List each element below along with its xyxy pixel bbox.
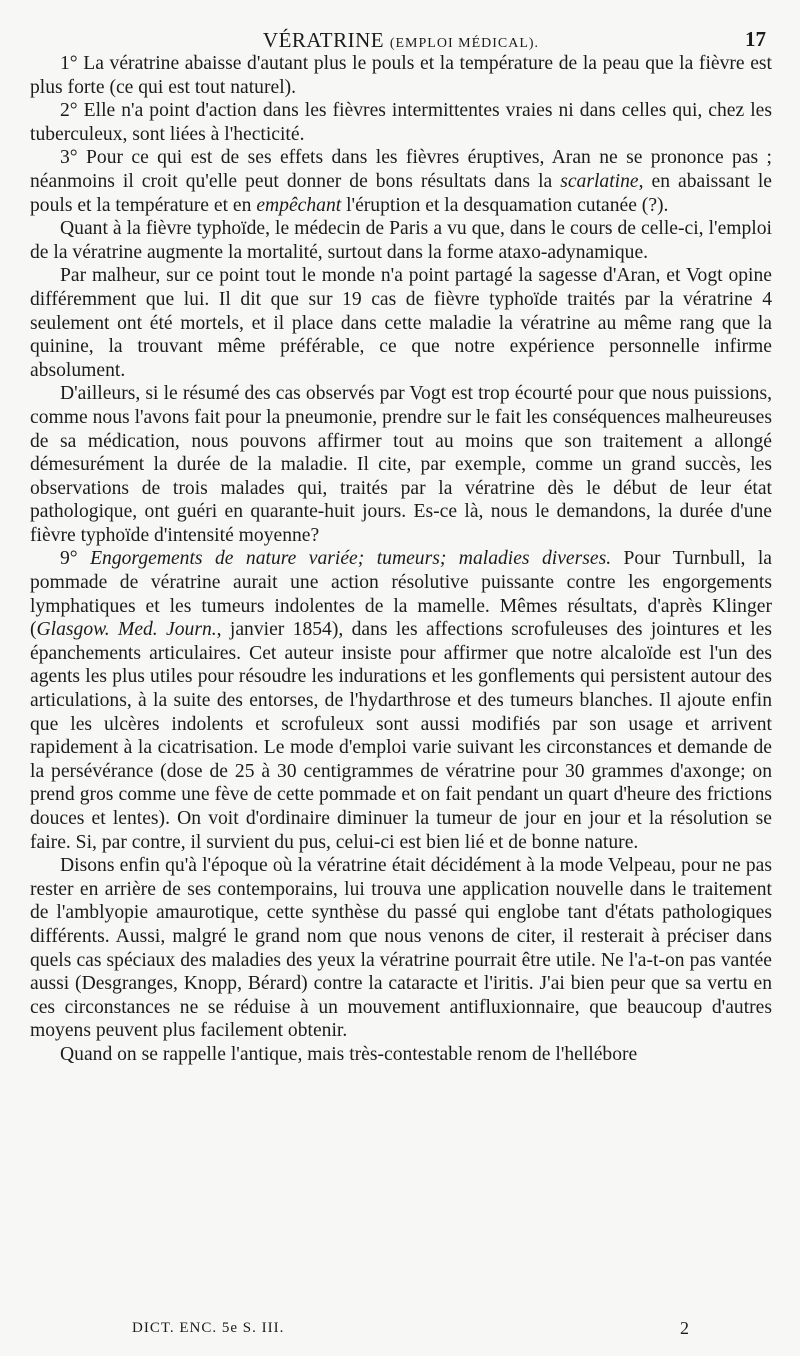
sheet-number: 2	[680, 1318, 689, 1338]
paragraph	[30, 217, 772, 264]
text-run: , en abaissant le pouls et la température et en	[30, 170, 772, 216]
body-text	[30, 52, 772, 1067]
page-number: 17	[745, 27, 766, 51]
text-run: Par malheur, sur ce point tout le monde n'a point partagé la sagesse d'Aran, et Vogt opine différemment que lui. Il dit que sur 19 cas de fièvre typhoïde traités par la vératrine 4 seulement ont été mortels, et il place dans cette maladie la vératrine au même rang que la quinine, la trouvant même préférable, ce que notre expérience personnelle infirme absolument.	[30, 265, 772, 381]
text-run: 2° Elle n'a point d'action dans les fièvres intermittentes vraies ni dans celles qui, chez les tuberculeux, sont liées à l'hecticité.	[30, 100, 772, 145]
text-run: 3° Pour ce qui est de ses effets dans les fièvres éruptives, Aran ne se prononce pas ; néanmoins il croit qu'elle peut donner de bons résultats dans la	[30, 147, 772, 192]
text-run: Disons enfin qu'à l'époque où la vératrine était décidément à la mode Velpeau, pour ne pas rester en arrière de ses contemporains, lui trouva une application nouvelle dans le traitement de l'amblyopie amaurotique, cette synthèse du passé qui englobe tant d'états pathologiques différents. Aussi, malgré le grand nom que nous venons de citer, il resterait à préciser dans quels cas spéciaux des maladies des yeux la vératrine pourrait être utile. Ne l'a-t-on pas vantée aussi (Desgranges, Knopp, Bérard) contre la cataracte et l'iritis. J'ai bien peur que sa vertu en ces circonstances ne se réduise à un mouvement antifluxionnaire, que beaucoup d'autres moyens peuvent plus facilement obtenir.	[30, 855, 772, 1042]
paragraph	[30, 1043, 772, 1067]
italic-text: scarlatine	[560, 170, 639, 192]
page-footer	[30, 1318, 772, 1344]
paragraph	[30, 264, 772, 382]
text-run: Pour Turnbull, la pommade de vératrine aurait une action résolutive puissante contre les engorgements lymphatiques et les tumeurs indolentes de la mamelle. Mêmes résultats, d'après Klinger (	[30, 548, 772, 641]
italic-text: Engorgements de nature variée; tumeurs; maladies diverses.	[90, 548, 612, 570]
italic-text: empêchant	[256, 194, 342, 216]
paragraph	[30, 382, 772, 547]
text-run: Quand on se rappelle l'antique, mais très-contestable renom de l'hellébore	[60, 1043, 638, 1065]
italic-text: Glasgow. Med. Journ.	[36, 619, 217, 641]
running-title	[30, 28, 772, 53]
text-run: D'ailleurs, si le résumé des cas observés par Vogt est trop écourté pour que nous puissions, comme nous l'avons fait pour la pneumonie, prendre sur le fait les conséquences malheureuses de sa médication, nous pouvons affirmer tout au moins que son traitement a allongé démesurément la durée de la maladie. Il cite, par exemple, comme un grand succès, les observations de trois malades qui, traités par la vératrine dès le début de leur état pathologique, ont guéri en quarante-huit jours. Es-ce là, nous le demandons, la durée d'une fièvre typhoïde d'intensité moyenne?	[30, 383, 772, 546]
paragraph	[30, 547, 772, 854]
text-run: 9°	[60, 548, 91, 570]
text-run: l'éruption et la desquamation cutanée (?).	[341, 194, 669, 216]
text-run: , janvier 1854), dans les affections scrofuleuses des jointures et les épanchements articulaires. Cet auteur insiste pour affirmer que notre alcaloïde est l'un des agents les plus utiles pour résoudre les indurations et les gonflements qui persistent autour des articulations, à la suite des entorses, de l'hydarthrose et des tumeurs blanches. Il ajoute enfin que les ulcères indolents et scrofuleux sont aussi modifiés par son usage et arrivent rapidement à la cicatrisation. Le mode d'emploi varie suivant les circonstances et demande de la persévérance (dose de 25 à 30 centigrammes de vératrine pour 30 grammes d'axonge; on prend gros comme une fève de cette pommade et on fait pendant un quart d'heure des frictions douces et lentes). On voit d'ordinaire diminuer la tumeur de jour en jour et la résolution se faire. Si, par contre, il survient du pus, celui-ci est bien lié et de bonne nature.	[30, 619, 772, 853]
paragraph	[30, 99, 772, 146]
running-title-subtitle: (EMPLOI MÉDICAL).	[389, 36, 540, 51]
page-header	[30, 0, 772, 52]
printer-signature: DICT. ENC. 5e S. III.	[132, 1320, 285, 1336]
text-run: 1° La vératrine abaisse d'autant plus le pouls et la température de la peau que la fièvre est plus forte (ce qui est tout naturel).	[30, 53, 772, 98]
text-run: Quant à la fièvre typhoïde, le médecin de Paris a vu que, dans le cours de celle-ci, l'emploi de la vératrine augmente la mortalité, surtout dans la forme ataxo-adynamique.	[30, 218, 772, 263]
paragraph	[30, 854, 772, 1043]
paragraph	[30, 146, 772, 217]
running-title-main: VÉRATRINE	[262, 28, 385, 52]
paragraph	[30, 52, 772, 99]
